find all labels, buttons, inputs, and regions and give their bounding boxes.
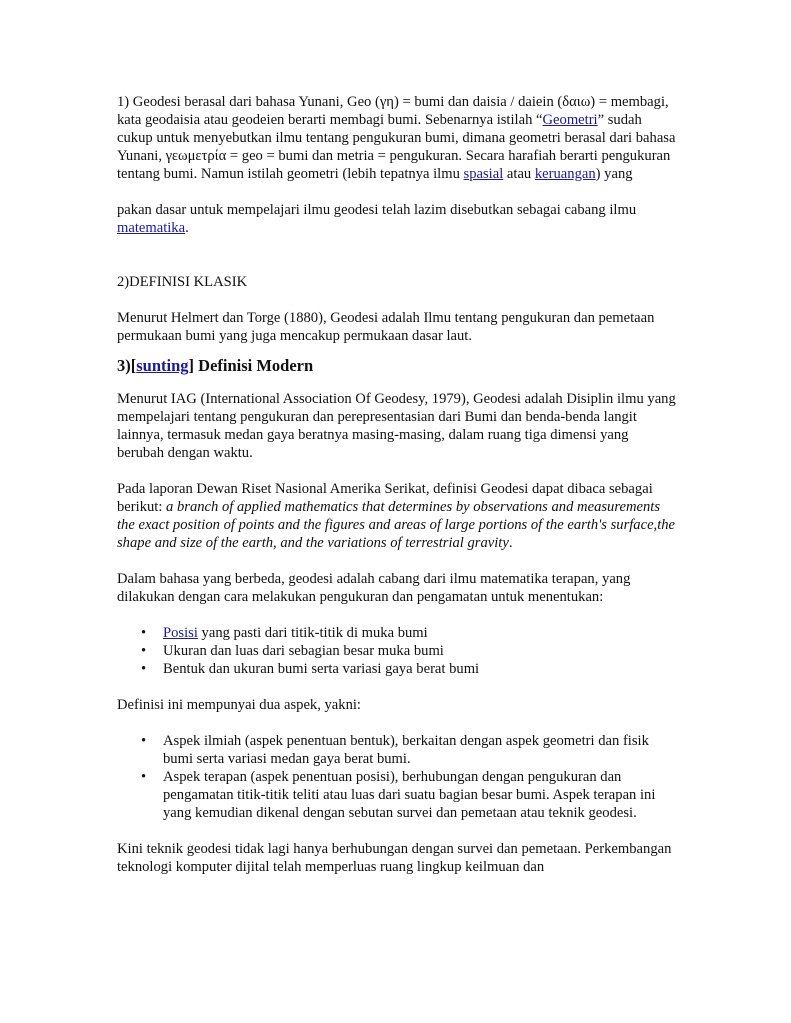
aspects-intro-paragraph: Definisi ini mempunyai dua aspek, yakni:	[117, 697, 361, 713]
applied-math-paragraph: Dalam bahasa yang berbeda, geodesi adalah cabang dari ilmu matematika terapan, yang dilakukan dengan cara melakukan pengukuran dan pengamatan untuk menentukan:	[117, 571, 631, 605]
link-geometri[interactable]: Geometri	[542, 112, 598, 128]
list-item: • Bentuk dan ukuran bumi serta variasi gaya berat bumi	[163, 660, 677, 678]
link-posisi[interactable]: Posisi	[163, 625, 198, 641]
intro-paragraph: 1) Geodesi berasal dari bahasa Yunani, Geo (γη) = bumi dan daisia / daiein (δαιω) = membagi, kata geodaisia atau geodeien berarti membagi bumi. Sebenarnya istilah “Geometri” sudah cukup untuk menyebutkan ilmu tentang pengukuran bumi, dimana geometri berasal dari bahasa Yunani, γεωμετρία = geo = bumi dan metria = pengukuran. Secara harafiah berarti pengukuran tentang bumi. Namun istilah geometri (lebih tepatnya ilmu spasial atau keruangan) yang	[117, 94, 676, 182]
iag-definition-paragraph: Menurut IAG (International Association Of Geodesy, 1979), Geodesi adalah Disiplin ilmu yang mempelajari tentang pengukuran dan perepresentasian dari Bumi dan benda-benda langit lainnya, termasuk medan gaya beratnya masing-masing, dalam ruang tiga dimensi yang berubah dengan waktu.	[117, 391, 676, 461]
link-matematika[interactable]: matematika	[117, 220, 186, 236]
determination-list	[117, 624, 677, 678]
nrc-definition-paragraph: Pada laporan Dewan Riset Nasional Amerika Serikat, definisi Geodesi dapat dibaca sebagai berikut: a branch of applied mathematics that determines by observations and measurements the exact position of points and the figures and areas of large portions of the earth's surface,the shape and size of the earth, and the variations of terrestrial gravity.	[117, 481, 676, 551]
classic-definition-paragraph: Menurut Helmert dan Torge (1880), Geodesi adalah Ilmu tentang pengukuran dan pemetaan permukaan bumi yang juga mencakup permukaan dasar laut.	[117, 310, 655, 344]
link-spasial[interactable]: spasial	[463, 166, 504, 182]
list-item: • Posisi yang pasti dari titik-titik di muka bumi	[163, 624, 677, 642]
document-page	[117, 93, 677, 876]
section-title-classic: 2)DEFINISI KLASIK	[117, 274, 248, 290]
math-paragraph: pakan dasar untuk mempelajari ilmu geodesi telah lazim disebutkan sebagai cabang ilmu matematika.	[117, 202, 637, 236]
link-sunting[interactable]: sunting	[136, 356, 189, 375]
section-heading-modern: 3)[sunting] Definisi Modern	[117, 356, 314, 375]
list-item: • Aspek ilmiah (aspek penentuan bentuk), berkaitan dengan aspek geometri dan fisik bumi serta variasi medan gaya berat bumi.	[163, 732, 677, 768]
closing-paragraph: Kini teknik geodesi tidak lagi hanya berhubungan dengan survei dan pemetaan. Perkembangan teknologi komputer dijital telah memperluas ruang lingkup keilmuan dan	[117, 841, 672, 875]
link-keruangan[interactable]: keruangan	[534, 166, 596, 182]
aspects-list	[117, 732, 677, 822]
list-item: • Aspek terapan (aspek penentuan posisi), berhubungan dengan pengukuran dan pengamatan titik-titik teliti atau luas dari suatu bagian besar bumi. Aspek terapan ini yang kemudian dikenal dengan sebutan survei dan pemetaan atau teknik geodesi.	[163, 768, 677, 822]
list-item: • Ukuran dan luas dari sebagian besar muka bumi	[163, 642, 677, 660]
